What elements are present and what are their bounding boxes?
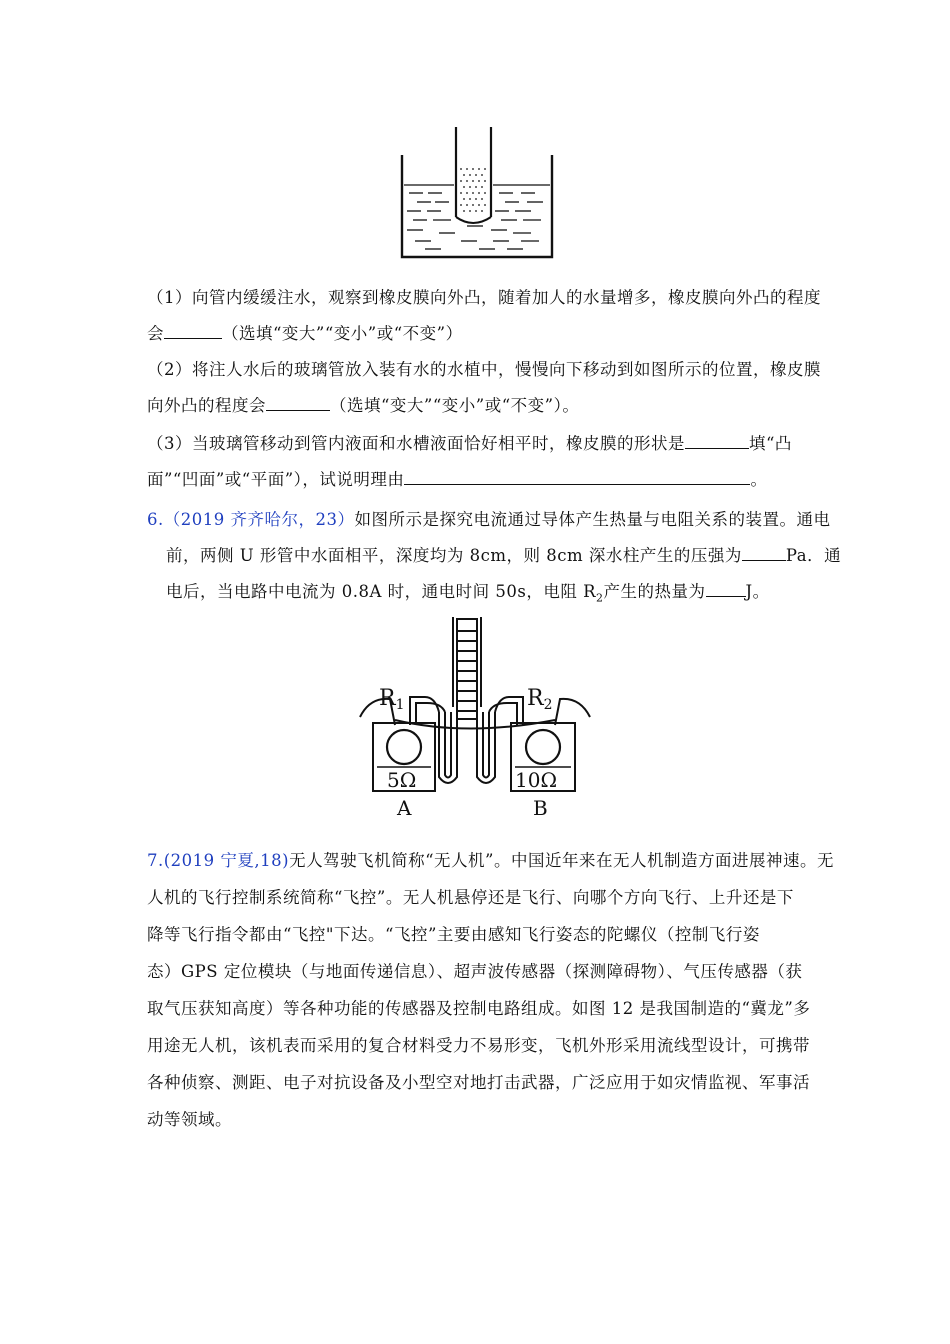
q6-unit: J。 [745,582,770,601]
q5-part1-text: 会 [147,324,164,343]
q7-line8: 动等领域。 [147,1110,232,1129]
q5-part2-text: 向外凸的程度会 [147,396,266,415]
q7-line1 [147,850,834,872]
answer-blank[interactable] [266,395,330,411]
q7-line7: 各种侦察、测距、电子对抗设备及小型空对地打击武器，广泛应用于如灾情监视、军事活 [147,1073,810,1092]
q5-part3-reason-text: 面”“凹面”或“平面”），试说明理由 [147,470,405,489]
q7-line6: 用途无人机，该机表而采用的复合材料受力不易形变，飞机外形采用流线型设计，可携带 [147,1036,810,1055]
container-b-label: B [533,796,548,820]
q6-subscript: 2 [596,591,604,605]
q6-line3 [166,581,770,609]
r2-value-label: 10Ω [515,768,558,792]
q7-line5: 取气压获知高度）等各种功能的传感器及控制电路组成。如图 12 是我国制造的“冀龙”多 [147,999,811,1018]
container-a-label: A [397,796,412,820]
answer-blank[interactable] [685,433,749,449]
q6-line1 [147,509,830,531]
q5-part3-period: 。 [750,470,768,489]
q6-source: 6.（2019 齐齐哈尔，23） [147,510,355,529]
q5-part1-line2 [147,323,463,345]
q5-part2-options: （选填“变大”“变小”或“不变”）。 [330,396,580,415]
q5-part1-options: （选填“变大”“变小”或“不变”） [222,324,463,343]
q5-part3-text: （3）当玻璃管移动到管内液面和水槽液面恰好相平时，橡皮膜的形状是 [147,434,685,453]
answer-blank[interactable] [706,581,746,597]
q7-line4: 态）GPS 定位模块（与地面传递信息）、超声波传感器（探测障碍物）、气压传感器（获 [147,962,803,981]
q7-line3: 降等飞行指令都由“飞控"下达。“飞控”主要由感知飞行姿态的陀螺仪（控制飞行姿 [147,925,760,944]
q6-text: 产生的热量为 [603,582,706,601]
q6-unit: Pa．通 [785,546,842,565]
q5-part3-text-end: 填“凸 [749,434,792,453]
q6-text: 前，两侧 U 形管中水面相平，深度均为 8cm，则 8cm 深水柱产生的压强为 [166,546,742,565]
q5-part1-line1: （1）向管内缓缓注水，观察到橡皮膜向外凸，随着加人的水量增多，橡皮膜向外凸的程度 [147,288,821,307]
glass-tube-tank-figure [395,125,560,260]
q7-line2: 人机的飞行控制系统简称“飞控”。无人机悬停还是飞行、向哪个方向飞行、上升还是下 [147,888,794,907]
q6-line2 [166,545,841,567]
answer-blank[interactable] [742,545,786,561]
r1-value-label: 5Ω [387,768,417,792]
q5-part3-line2 [147,469,767,491]
q6-text: 电后，当电路中电流为 0.8A 时，通电时间 50s，电阻 R [166,582,597,601]
q5-part2-line2 [147,395,579,417]
q6-text: 如图所示是探究电流通过导体产生热量与电阻关系的装置。通电 [354,510,831,529]
q5-part2-line1: （2）将注人水后的玻璃管放入装有水的水植中，慢慢向下移动到如图所示的位置，橡皮膜 [147,360,821,379]
answer-blank[interactable] [404,469,750,485]
u-tube-heating-apparatus-figure [355,617,595,822]
q7-source: 7.(2019 宁夏,18) [147,851,290,870]
answer-blank[interactable] [164,323,222,339]
r2-label: R2 [527,686,553,713]
q5-part3-line1 [147,433,792,455]
q7-text: 无人驾驶飞机简称“无人机”。中国近年来在无人机制造方面进展神速。无 [289,851,834,870]
r1-label: R1 [379,686,405,713]
